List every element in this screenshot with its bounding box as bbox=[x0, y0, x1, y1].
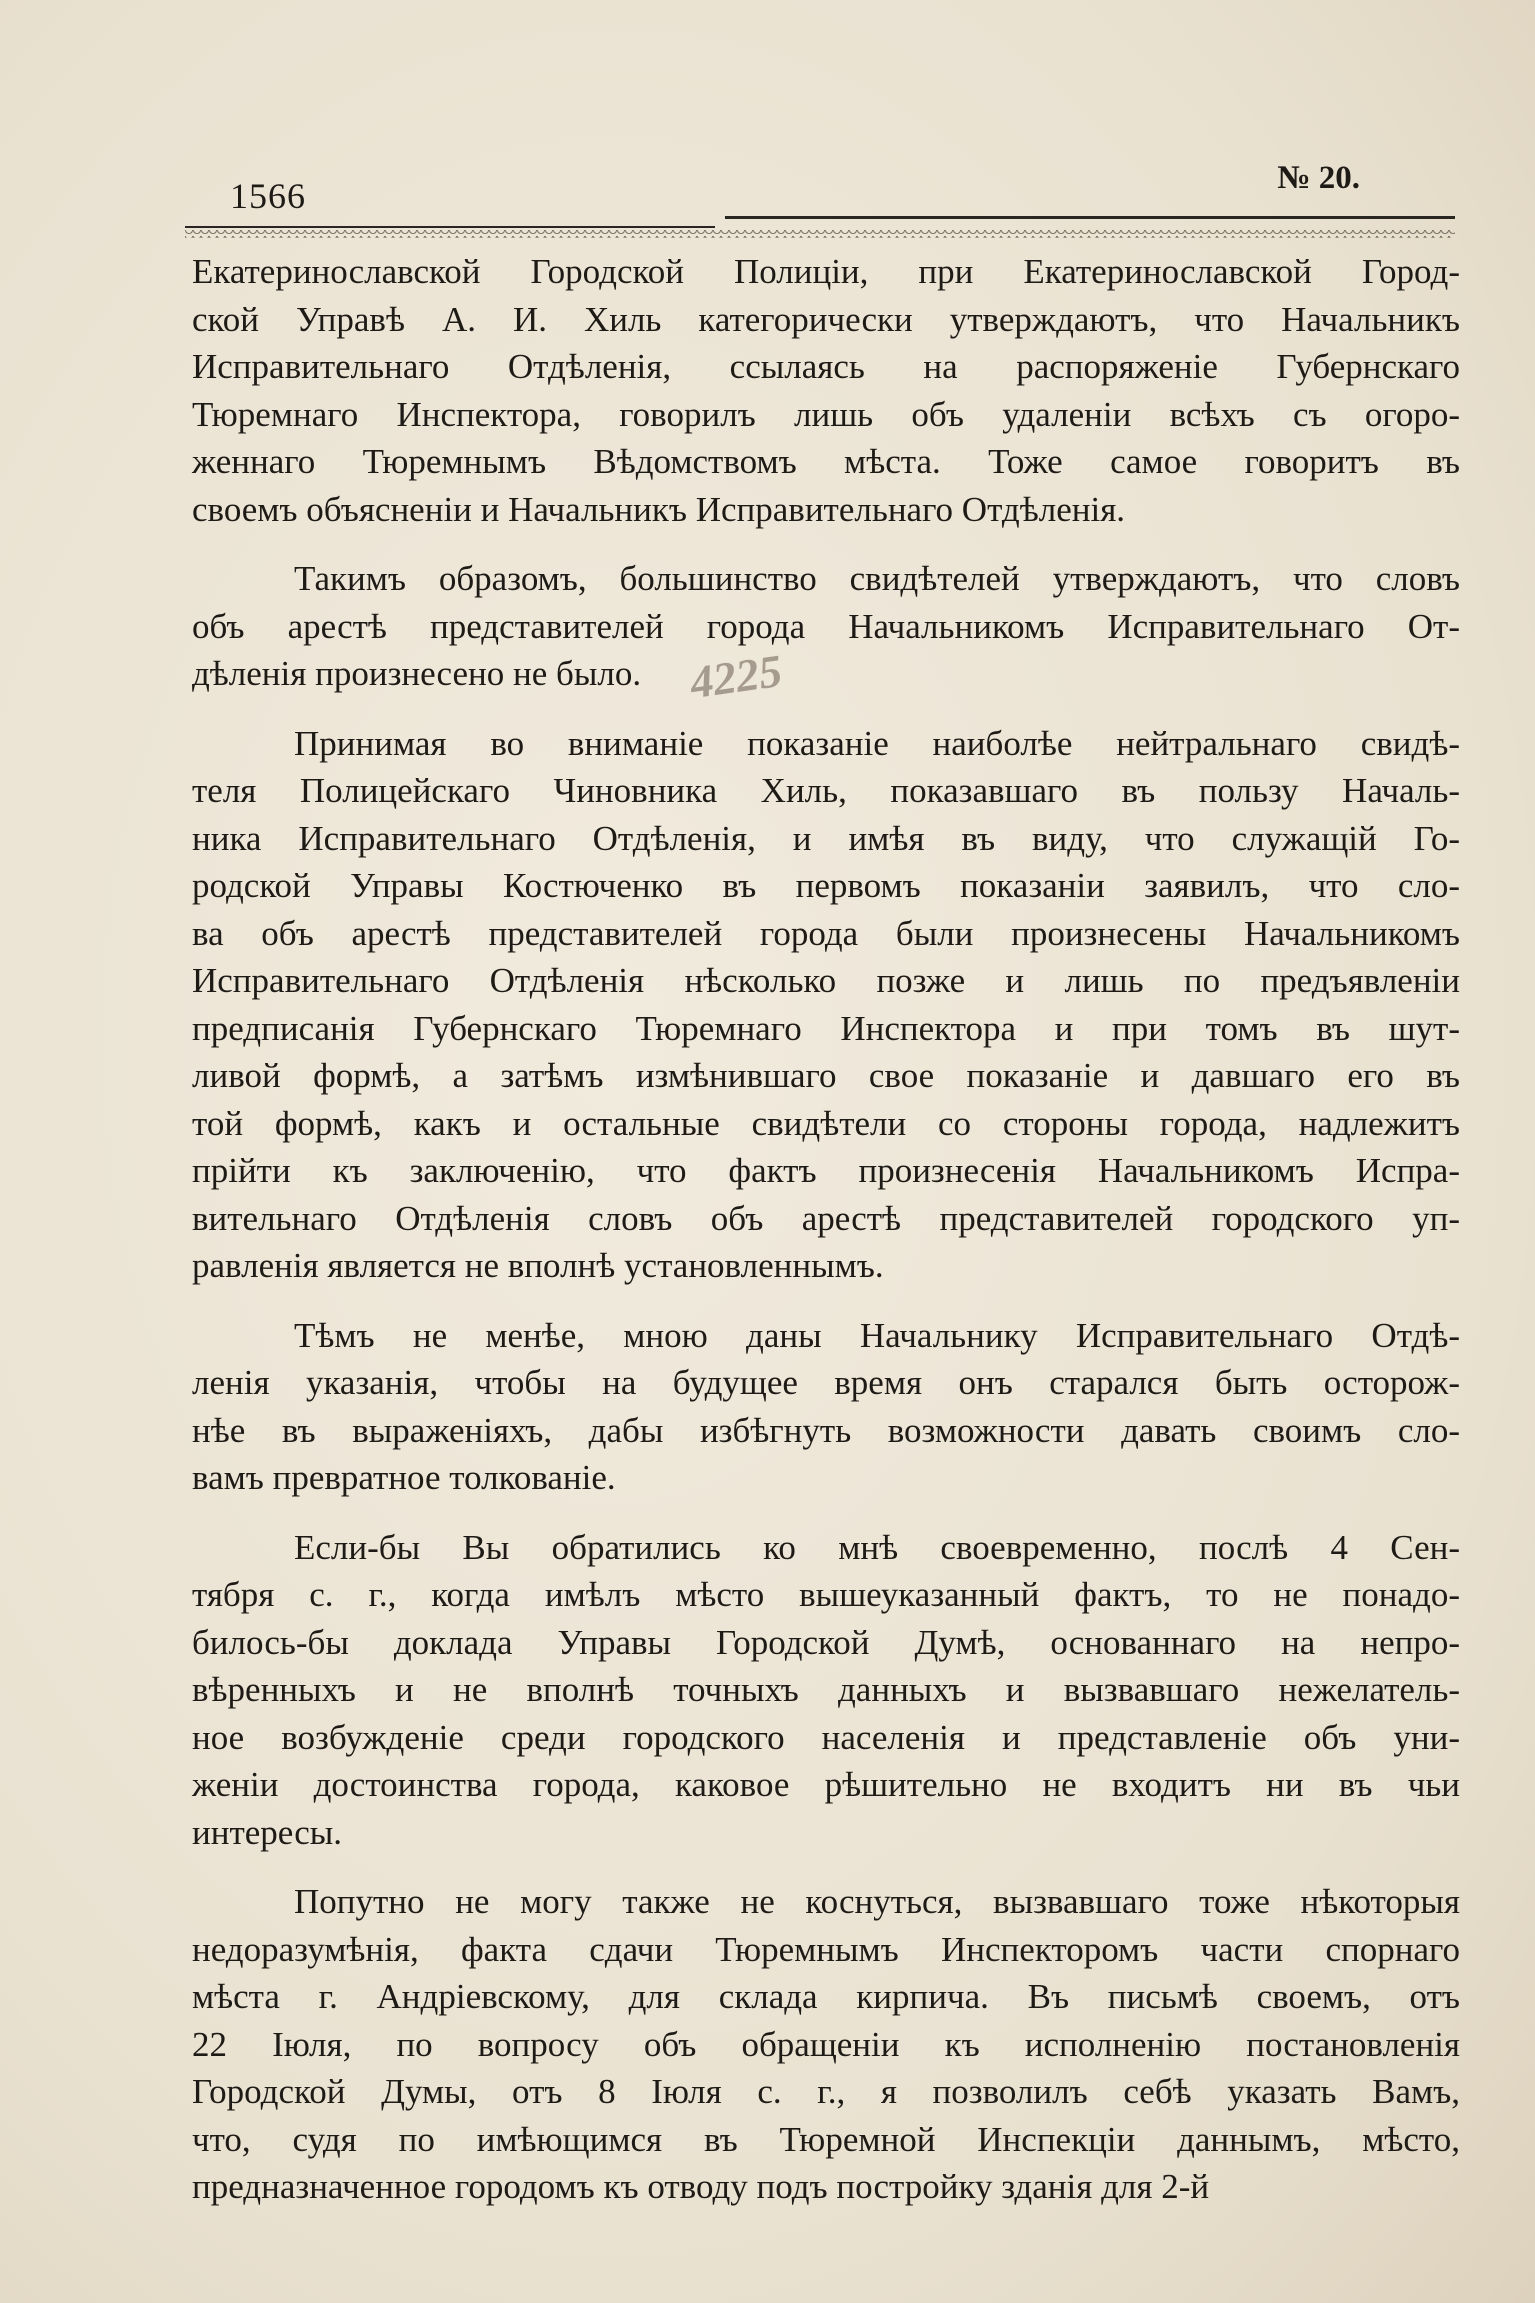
page-header bbox=[185, 160, 1455, 240]
header-rule-right bbox=[725, 216, 1455, 219]
text-line: Екатеринославской Городской Полиціи, при Екатеринославской Город- bbox=[192, 252, 1460, 291]
text-line: билось-бы доклада Управы Городской Думѣ, основаннаго на непро- bbox=[192, 1622, 1460, 1662]
text-line: Если-бы Вы обратились ко мнѣ своевременно, послѣ 4 Сен- bbox=[294, 1527, 1460, 1567]
paragraph bbox=[192, 1312, 1460, 1502]
page-number: 1566 bbox=[230, 176, 306, 216]
text-line: Попутно не могу также не коснуться, вызвавшаго тоже нѣкоторыя bbox=[294, 1882, 1460, 1921]
text-line: объ арестѣ представителей города Начальникомъ Исправительнаго От- bbox=[192, 606, 1460, 646]
paragraph bbox=[192, 720, 1460, 1290]
text-line: той формѣ, какъ и остальные свидѣтели со стороны города, надлежитъ bbox=[192, 1103, 1460, 1143]
text-line: 22 Іюля, по вопросу объ обращеніи къ исполненію постановленія bbox=[192, 2024, 1460, 2064]
issue-number: № 20. bbox=[1277, 160, 1360, 196]
ink-stamp: 4225 bbox=[686, 644, 786, 709]
paragraph bbox=[192, 555, 1460, 698]
text-line: вѣренныхъ и не вполнѣ точныхъ данныхъ и вызвавшаго нежелатель- bbox=[192, 1670, 1460, 1709]
text-line: Городской Думы, отъ 8 Іюля с. г., я позволилъ себѣ указать Вамъ, bbox=[192, 2072, 1460, 2111]
text-line: предназначенное городомъ къ отводу подъ постройку зданія для 2-й bbox=[192, 2167, 1210, 2206]
paragraph bbox=[192, 248, 1460, 533]
text-line: ской Управѣ А. И. Хиль категорически утверждаютъ, что Начальникъ bbox=[192, 299, 1460, 339]
text-line: равленія является не вполнѣ установленнымъ. bbox=[192, 1246, 884, 1285]
text-line: ника Исправительнаго Отдѣленія, и имѣя въ виду, что служащій Го- bbox=[192, 818, 1460, 858]
text-line: ленія указанія, чтобы на будущее время онъ старался быть осторож- bbox=[192, 1363, 1460, 1402]
text-line: Принимая во вниманіе показаніе наиболѣе нейтральнаго свидѣ- bbox=[294, 723, 1460, 763]
text-line: мѣста г. Андріевскому, для склада кирпича. Въ письмѣ своемъ, отъ bbox=[192, 1977, 1460, 2016]
text-line: Тюремнаго Инспектора, говорилъ лишь объ удаленіи всѣхъ съ огоро- bbox=[192, 394, 1460, 434]
text-line: тября с. г., когда имѣлъ мѣсто вышеуказанный фактъ, то не понадо- bbox=[192, 1575, 1460, 1614]
text-line: интересы. bbox=[192, 1812, 342, 1852]
header-wavy-rule bbox=[185, 230, 1455, 238]
text-line: дѣленія произнесено не было. bbox=[192, 654, 642, 693]
text-line: Такимъ образомъ, большинство свидѣтелей утверждаютъ, что словъ bbox=[294, 559, 1460, 598]
text-line: прійти къ заключенію, что фактъ произнесенія Начальникомъ Испра- bbox=[192, 1151, 1460, 1190]
text-line: Тѣмъ не менѣе, мною даны Начальнику Исправительнаго Отдѣ- bbox=[294, 1315, 1460, 1355]
paragraph bbox=[192, 1524, 1460, 1857]
body-text bbox=[192, 248, 1460, 2233]
text-line: Исправительнаго Отдѣленія, ссылаясь на распоряженіе Губернскаго bbox=[192, 347, 1460, 386]
text-line: ное возбужденіе среди городского населенія и представленіе объ уни- bbox=[192, 1717, 1460, 1757]
paragraph bbox=[192, 1878, 1460, 2211]
text-line: вительнаго Отдѣленія словъ объ арестѣ представителей городского уп- bbox=[192, 1198, 1460, 1238]
text-line: ливой формѣ, а затѣмъ измѣнившаго свое показаніе и давшаго его въ bbox=[192, 1056, 1460, 1095]
text-line: женнаго Тюремнымъ Вѣдомствомъ мѣста. Тоже самое говоритъ въ bbox=[192, 442, 1460, 481]
text-line: вамъ превратное толкованіе. bbox=[192, 1458, 616, 1497]
text-line: нѣе въ выраженіяхъ, дабы избѣгнуть возможности давать своимъ сло- bbox=[192, 1410, 1460, 1450]
header-rule-left bbox=[185, 226, 715, 228]
text-line: женіи достоинства города, каковое рѣшительно не входитъ ни въ чьи bbox=[192, 1765, 1460, 1804]
text-line: своемъ объясненіи и Начальникъ Исправительнаго Отдѣленія. bbox=[192, 489, 1126, 529]
text-line: предписанія Губернскаго Тюремнаго Инспектора и при томъ въ шут- bbox=[192, 1008, 1460, 1048]
text-line: что, судя по имѣющимся въ Тюремной Инспекціи даннымъ, мѣсто, bbox=[192, 2119, 1460, 2159]
text-line: родской Управы Костюченко въ первомъ показаніи заявилъ, что сло- bbox=[192, 866, 1460, 905]
text-line: недоразумѣнія, факта сдачи Тюремнымъ Инспекторомъ части спорнаго bbox=[192, 1929, 1460, 1969]
text-line: Исправительнаго Отдѣленія нѣсколько позже и лишь по предъявленіи bbox=[192, 961, 1460, 1000]
text-line: ва объ арестѣ представителей города были произнесены Начальникомъ bbox=[192, 913, 1460, 953]
text-line: теля Полицейскаго Чиновника Хиль, показавшаго въ пользу Началь- bbox=[192, 771, 1460, 810]
